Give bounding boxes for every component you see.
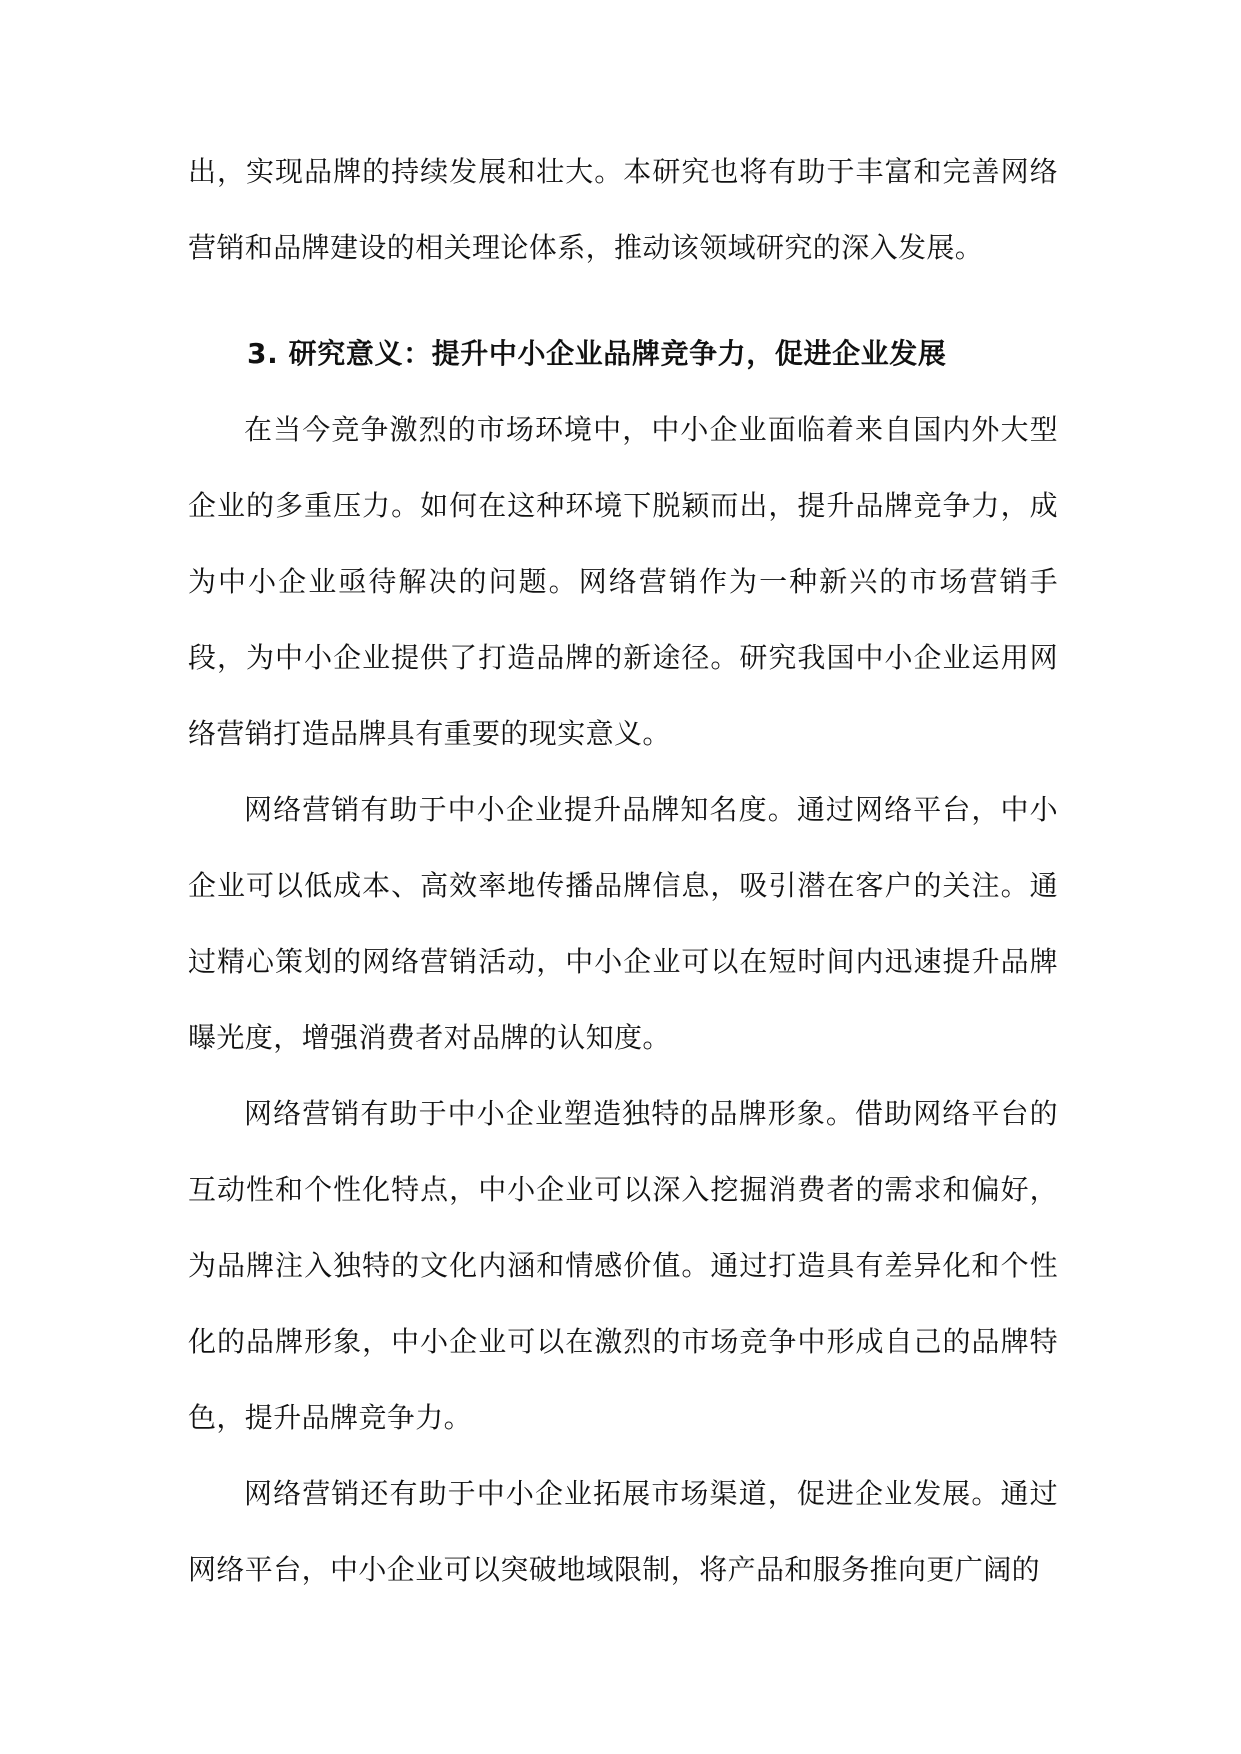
paragraph-1: 在当今竞争激烈的市场环境中，中小企业面临着来自国内外大型企业的多重压力。如何在这种环境下脱颖而出，提升品牌竞争力，成为中小企业亟待解决的问题。网络营销作为一种新兴的市场营销手段，为中小企业提供了打造品牌的新途径。研究我国中小企业运用网络营销打造品牌具有重要的现实意义。 — [188, 413, 1058, 750]
paragraph-3: 网络营销有助于中小企业塑造独特的品牌形象。借助网络平台的互动性和个性化特点，中小企业可以深入挖掘消费者的需求和偏好，为品牌注入独特的文化内涵和情感价值。通过打造具有差异化和个性化的品牌形象，中小企业可以在激烈的市场竞争中形成自己的品牌特色，提升品牌竞争力。 — [188, 1097, 1058, 1434]
paragraph-2: 网络营销有助于中小企业提升品牌知名度。通过网络平台，中小企业可以低成本、高效率地传播品牌信息，吸引潜在客户的关注。通过精心策划的网络营销活动，中小企业可以在短时间内迅速提升品牌曝光度，增强消费者对品牌的认知度。 — [188, 793, 1058, 1054]
continued-paragraph: 出，实现品牌的持续发展和壮大。本研究也将有助于丰富和完善网络营销和品牌建设的相关理论体系，推动该领域研究的深入发展。 — [188, 155, 1058, 264]
section-heading: 3. 研究意义：提升中小企业品牌竞争力，促进企业发展 — [247, 337, 947, 370]
paragraph-4: 网络营销还有助于中小企业拓展市场渠道，促进企业发展。通过网络平台，中小企业可以突破地域限制，将产品和服务推向更广阔的 — [188, 1477, 1058, 1586]
